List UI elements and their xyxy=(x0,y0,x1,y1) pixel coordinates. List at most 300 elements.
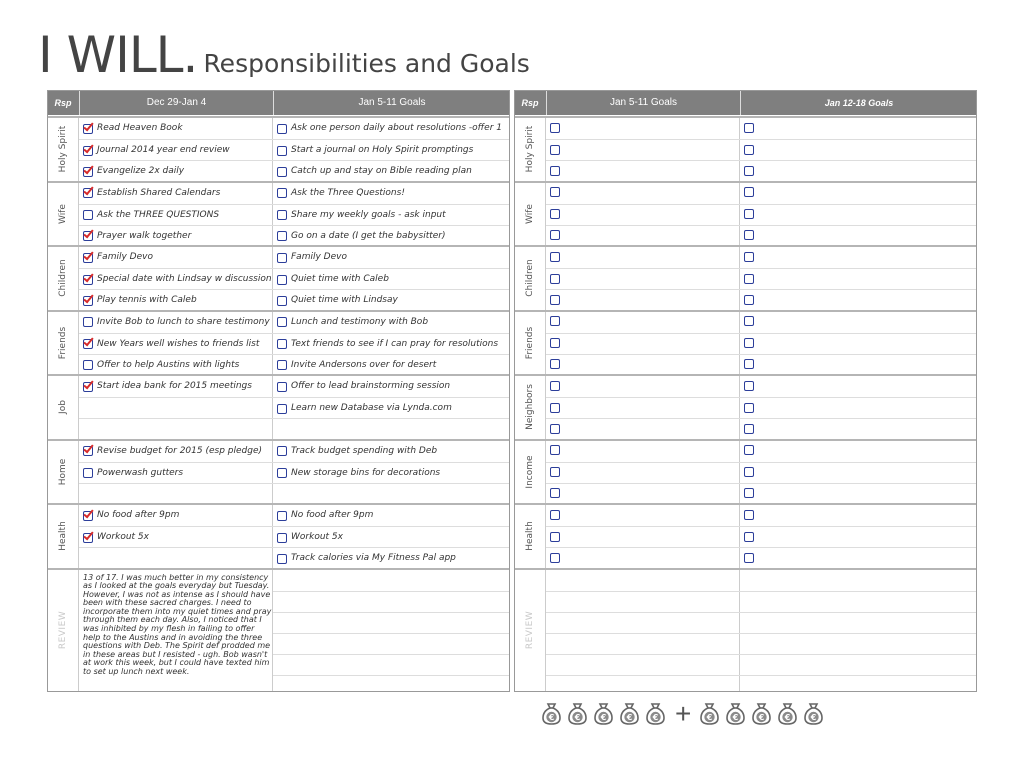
responsibility-label-text: Neighbors xyxy=(525,384,535,431)
goal-cell-week-1 xyxy=(79,441,273,462)
goal-row xyxy=(546,139,976,161)
goal-cell-week-1 xyxy=(79,269,273,290)
plus-sign: + xyxy=(675,698,692,729)
goal-cell-week-1 xyxy=(79,376,273,397)
goal-cell-week-2[interactable] xyxy=(546,419,740,440)
checkbox-icon[interactable] xyxy=(550,274,560,284)
checkbox-icon[interactable] xyxy=(277,360,287,370)
checkbox-icon[interactable] xyxy=(550,510,560,520)
responsibility-label xyxy=(515,376,546,439)
goal-text: Play tennis with Caleb xyxy=(97,295,197,305)
money-bag-icon xyxy=(802,702,825,726)
goal-cell-week-3[interactable] xyxy=(740,419,976,440)
goal-cell-week-2[interactable] xyxy=(546,118,740,139)
checkbox-icon[interactable] xyxy=(550,123,560,133)
checkbox-checked-icon[interactable] xyxy=(83,339,93,349)
checkbox-icon[interactable] xyxy=(277,231,287,241)
checkbox-icon[interactable] xyxy=(744,424,754,434)
goal-cell-week-2 xyxy=(273,527,509,548)
goal-cell-week-3[interactable] xyxy=(740,226,976,247)
goal-cell-week-3[interactable] xyxy=(740,118,976,139)
checkbox-icon[interactable] xyxy=(277,253,287,263)
checkbox-icon[interactable] xyxy=(550,166,560,176)
goal-cell-week-2[interactable] xyxy=(546,290,740,311)
responsibility-label-text: Income xyxy=(525,455,535,489)
checkbox-icon[interactable] xyxy=(550,145,560,155)
goal-cell-week-2 xyxy=(273,548,509,569)
goal-cell-week-3[interactable] xyxy=(740,312,976,333)
goal-text: Invite Bob to lunch to share testimony xyxy=(97,316,270,327)
goal-row xyxy=(546,505,976,526)
goal-cell-week-2 xyxy=(273,140,509,161)
review-column-divider xyxy=(739,570,740,692)
checkbox-icon[interactable] xyxy=(550,252,560,262)
checkbox-icon[interactable] xyxy=(83,360,93,370)
goal-row xyxy=(546,418,976,440)
goal-cell-week-3[interactable] xyxy=(740,334,976,355)
checkbox-icon[interactable] xyxy=(550,403,560,413)
goal-cell-week-1 xyxy=(79,183,273,204)
goal-cell-week-2 xyxy=(273,484,509,505)
responsibility-group xyxy=(48,374,509,439)
responsibility-group xyxy=(48,181,509,246)
checkbox-icon[interactable] xyxy=(550,424,560,434)
checkbox-icon[interactable] xyxy=(744,488,754,498)
checkbox-icon[interactable] xyxy=(83,210,93,220)
checkbox-icon[interactable] xyxy=(550,209,560,219)
responsibility-group xyxy=(515,116,976,181)
money-bag-icon xyxy=(540,702,563,726)
goal-cell-week-1 xyxy=(79,463,273,484)
checkbox-icon[interactable] xyxy=(744,209,754,219)
responsibility-label-text: Wife xyxy=(525,203,535,224)
checkbox-icon[interactable] xyxy=(744,145,754,155)
goal-cell-week-1 xyxy=(79,355,273,376)
responsibility-label-text: Health xyxy=(58,521,68,552)
goal-cell-week-2[interactable] xyxy=(546,140,740,161)
checkbox-checked-icon[interactable] xyxy=(83,511,93,521)
goal-text: Track budget spending with Deb xyxy=(291,445,438,456)
checkbox-icon[interactable] xyxy=(277,124,287,134)
svg-text:€: € xyxy=(707,713,713,722)
responsibility-group xyxy=(48,439,509,504)
money-bag-tally xyxy=(540,698,828,732)
responsibility-label xyxy=(48,247,79,310)
goal-row xyxy=(79,333,509,355)
checkbox-icon[interactable] xyxy=(550,230,560,240)
checkbox-checked-icon[interactable] xyxy=(83,382,93,392)
checkbox-checked-icon[interactable] xyxy=(83,124,93,134)
svg-text:€: € xyxy=(574,713,581,722)
checkbox-icon[interactable] xyxy=(744,532,754,542)
goal-row xyxy=(546,204,976,226)
goal-cell-week-3[interactable] xyxy=(740,463,976,484)
goal-row xyxy=(79,483,509,505)
goal-text: No food after 9pm xyxy=(97,510,180,520)
goal-cell-week-3[interactable] xyxy=(740,441,976,462)
goal-text: Workout 5x xyxy=(291,532,343,542)
goal-cell-week-2[interactable] xyxy=(546,269,740,290)
goal-row xyxy=(79,160,509,182)
left-table xyxy=(47,90,510,692)
checkbox-checked-icon[interactable] xyxy=(83,296,93,306)
goal-row xyxy=(546,354,976,376)
goal-text: Journal 2014 year end review xyxy=(97,145,230,155)
goal-cell-week-2 xyxy=(273,161,509,182)
money-bag-icon xyxy=(698,702,721,726)
goal-cell-week-3[interactable] xyxy=(740,527,976,548)
left-header-row xyxy=(48,91,509,115)
review-group xyxy=(515,568,976,692)
goal-row xyxy=(546,462,976,484)
checkbox-icon[interactable] xyxy=(550,553,560,563)
goal-cell-week-2[interactable] xyxy=(546,226,740,247)
goal-row xyxy=(79,526,509,548)
checkbox-icon[interactable] xyxy=(744,252,754,262)
goal-cell-week-2[interactable] xyxy=(546,527,740,548)
review-group xyxy=(48,568,509,692)
checkbox-icon[interactable] xyxy=(744,230,754,240)
goal-cell-week-1 xyxy=(79,161,273,182)
goal-cell-week-2 xyxy=(273,290,509,311)
checkbox-icon[interactable] xyxy=(550,359,560,369)
responsibility-group xyxy=(515,439,976,504)
checkbox-icon[interactable] xyxy=(277,554,287,564)
responsibility-label xyxy=(48,376,79,439)
goal-row xyxy=(79,441,509,462)
goal-cell-week-3[interactable] xyxy=(740,205,976,226)
checkbox-icon[interactable] xyxy=(277,446,287,456)
goal-cell-week-3[interactable] xyxy=(740,548,976,569)
goal-cell-week-2 xyxy=(273,226,509,247)
goal-cell-week-2[interactable] xyxy=(546,312,740,333)
goal-row xyxy=(79,376,509,397)
goal-row xyxy=(79,204,509,226)
review-area xyxy=(79,570,509,692)
goal-text: Revise budget for 2015 (esp pledge) xyxy=(97,445,263,456)
goal-row xyxy=(79,418,509,440)
goal-text: Evangelize 2x daily xyxy=(97,166,185,176)
checkbox-icon[interactable] xyxy=(744,295,754,305)
checkbox-icon[interactable] xyxy=(744,403,754,413)
goal-cell-week-2 xyxy=(273,334,509,355)
goal-cell-week-2[interactable] xyxy=(546,205,740,226)
checkbox-checked-icon[interactable] xyxy=(83,253,93,263)
money-bag-icon xyxy=(592,702,615,726)
checkbox-icon[interactable] xyxy=(744,166,754,176)
goal-row xyxy=(546,312,976,333)
responsibility-label xyxy=(48,183,79,246)
review-label-text: REVIEW xyxy=(58,611,68,650)
checkbox-icon[interactable] xyxy=(277,339,287,349)
goal-text: Offer to lead brainstorming session xyxy=(291,381,451,391)
svg-text:€: € xyxy=(600,713,607,722)
responsibility-label xyxy=(515,505,546,568)
checkbox-icon[interactable] xyxy=(744,274,754,284)
checkbox-checked-icon[interactable] xyxy=(83,188,93,198)
goal-cell-week-1 xyxy=(79,118,273,139)
goal-cell-week-1 xyxy=(79,140,273,161)
money-bag-icon xyxy=(566,702,589,726)
goal-cell-week-2 xyxy=(273,247,509,268)
responsibility-group xyxy=(48,310,509,375)
review-line xyxy=(546,612,976,613)
title-subtitle: Responsibilities and Goals xyxy=(203,49,530,78)
goal-cell-week-2[interactable] xyxy=(546,161,740,182)
checkbox-checked-icon[interactable] xyxy=(83,167,93,177)
svg-text:€: € xyxy=(548,713,555,722)
goal-text: Start a journal on Holy Spirit promptings xyxy=(291,145,474,155)
goal-row xyxy=(546,268,976,290)
goal-cell-week-2 xyxy=(273,398,509,419)
goal-text: Start idea bank for 2015 meetings xyxy=(97,381,252,391)
review-line xyxy=(273,633,509,634)
responsibility-group xyxy=(48,116,509,181)
goal-text: Workout 5x xyxy=(97,532,149,542)
goal-row xyxy=(79,118,509,139)
checkbox-checked-icon[interactable] xyxy=(83,446,93,456)
goal-row xyxy=(79,354,509,376)
goal-cell-week-3[interactable] xyxy=(740,269,976,290)
goal-text: Special date with Lindsay w discussion xyxy=(97,274,272,284)
goal-row xyxy=(79,225,509,247)
responsibility-group xyxy=(48,503,509,568)
goal-text: Invite Andersons over for desert xyxy=(291,359,437,370)
checkbox-icon[interactable] xyxy=(744,123,754,133)
checkbox-icon[interactable] xyxy=(550,187,560,197)
checkbox-icon[interactable] xyxy=(277,167,287,177)
review-area xyxy=(546,570,976,692)
svg-text:€: € xyxy=(811,713,817,722)
svg-text:€: € xyxy=(785,713,791,722)
goal-row xyxy=(79,312,509,333)
goal-cell-week-2 xyxy=(273,505,509,526)
goal-cell-week-3[interactable] xyxy=(740,247,976,268)
right-table xyxy=(514,90,977,692)
responsibility-label-text: Friends xyxy=(58,326,68,359)
checkbox-icon[interactable] xyxy=(277,317,287,327)
goal-cell-week-2[interactable] xyxy=(546,441,740,462)
review-line xyxy=(273,675,509,676)
checkbox-icon[interactable] xyxy=(277,146,287,156)
checkbox-icon[interactable] xyxy=(744,338,754,348)
checkbox-icon[interactable] xyxy=(550,381,560,391)
goal-row xyxy=(79,289,509,311)
checkbox-icon[interactable] xyxy=(744,381,754,391)
goal-text: Prayer walk together xyxy=(97,230,192,241)
responsibility-label xyxy=(48,505,79,568)
money-bag-icon xyxy=(776,702,799,726)
responsibility-label-text: Home xyxy=(58,458,68,486)
header-week-3: Jan 12-18 Goals xyxy=(740,91,977,115)
goal-cell-week-2[interactable] xyxy=(546,183,740,204)
responsibility-label xyxy=(515,118,546,181)
goal-text: Ask one person daily about resolutions -offer 1 xyxy=(291,123,502,133)
goal-row xyxy=(546,247,976,268)
review-line xyxy=(546,633,976,634)
goal-cell-week-1 xyxy=(79,419,273,440)
goal-text: New Years well wishes to friends list xyxy=(97,338,260,349)
responsibility-group xyxy=(515,245,976,310)
checkbox-checked-icon[interactable] xyxy=(83,533,93,543)
money-bag-icon xyxy=(724,702,747,726)
goal-cell-week-2[interactable] xyxy=(546,484,740,505)
goal-cell-week-3[interactable] xyxy=(740,183,976,204)
checkbox-checked-icon[interactable] xyxy=(83,231,93,241)
checkbox-icon[interactable] xyxy=(277,296,287,306)
goal-text: Catch up and stay on Bible reading plan xyxy=(291,166,472,176)
review-line xyxy=(546,654,976,655)
checkbox-checked-icon[interactable] xyxy=(83,275,93,285)
responsibility-label xyxy=(515,441,546,504)
checkbox-icon[interactable] xyxy=(277,468,287,478)
review-line xyxy=(273,654,509,655)
goal-cell-week-3[interactable] xyxy=(740,376,976,397)
goal-row xyxy=(79,547,509,569)
goal-text: Quiet time with Caleb xyxy=(291,274,389,284)
goal-cell-week-3[interactable] xyxy=(740,505,976,526)
checkbox-icon[interactable] xyxy=(550,467,560,477)
goal-row xyxy=(546,397,976,419)
review-line xyxy=(273,612,509,613)
goal-text: Share my weekly goals - ask input xyxy=(291,209,446,220)
goal-row xyxy=(79,268,509,290)
goal-row xyxy=(79,183,509,204)
goal-row xyxy=(546,376,976,397)
goal-cell-week-1 xyxy=(79,484,273,505)
checkbox-icon[interactable] xyxy=(550,445,560,455)
goal-row xyxy=(546,547,976,569)
goal-cell-week-2 xyxy=(273,376,509,397)
checkbox-icon[interactable] xyxy=(277,275,287,285)
responsibility-label-text: Children xyxy=(525,259,535,297)
goal-text: New storage bins for decorations xyxy=(291,467,441,478)
svg-text:€: € xyxy=(733,713,739,722)
goal-cell-week-2[interactable] xyxy=(546,548,740,569)
checkbox-checked-icon[interactable] xyxy=(83,146,93,156)
money-bag-icon xyxy=(618,702,641,726)
checkbox-icon[interactable] xyxy=(277,210,287,220)
checkbox-icon[interactable] xyxy=(744,316,754,326)
goal-row xyxy=(546,225,976,247)
header-week-2: Jan 5-11 Goals xyxy=(546,91,740,115)
goal-cell-week-1 xyxy=(79,398,273,419)
goal-cell-week-2[interactable] xyxy=(546,505,740,526)
goal-cell-week-2[interactable] xyxy=(546,355,740,376)
checkbox-icon[interactable] xyxy=(744,467,754,477)
responsibility-group xyxy=(515,181,976,246)
goal-cell-week-1 xyxy=(79,334,273,355)
goal-cell-week-2[interactable] xyxy=(546,398,740,419)
goal-row xyxy=(546,526,976,548)
goal-cell-week-2 xyxy=(273,118,509,139)
money-bag-icon xyxy=(644,702,667,726)
checkbox-icon[interactable] xyxy=(550,338,560,348)
goal-text: Offer to help Austins with lights xyxy=(97,359,240,370)
header-week-2: Jan 5-11 Goals xyxy=(273,91,510,115)
goal-cell-week-1 xyxy=(79,312,273,333)
checkbox-icon[interactable] xyxy=(744,445,754,455)
responsibility-group xyxy=(515,503,976,568)
svg-text:€: € xyxy=(652,713,659,722)
checkbox-icon[interactable] xyxy=(550,532,560,542)
goal-cell-week-2[interactable] xyxy=(546,334,740,355)
responsibility-label-text: Holy Spirit xyxy=(58,125,68,173)
responsibility-label xyxy=(48,441,79,504)
goal-cell-week-2 xyxy=(273,463,509,484)
goal-text: Text friends to see if I can pray for resolutions xyxy=(291,338,499,349)
responsibility-label-text: Children xyxy=(58,259,68,297)
goal-text: Ask the THREE QUESTIONS xyxy=(97,209,220,220)
checkbox-icon[interactable] xyxy=(277,188,287,198)
checkbox-icon[interactable] xyxy=(744,359,754,369)
goal-text: No food after 9pm xyxy=(291,510,374,520)
right-header-row xyxy=(515,91,976,115)
goal-text: Ask the Three Questions! xyxy=(291,187,405,198)
goal-cell-week-3[interactable] xyxy=(740,398,976,419)
goal-text: Go on a date (I get the babysitter) xyxy=(291,230,446,241)
review-line xyxy=(546,591,976,592)
goal-text: Learn new Database via Lynda.com xyxy=(291,403,452,413)
goal-cell-week-1 xyxy=(79,205,273,226)
checkbox-icon[interactable] xyxy=(550,488,560,498)
checkbox-icon[interactable] xyxy=(744,553,754,563)
checkbox-icon[interactable] xyxy=(83,317,93,327)
goal-cell-week-3[interactable] xyxy=(740,355,976,376)
goal-cell-week-2 xyxy=(273,269,509,290)
goal-cell-week-2[interactable] xyxy=(546,247,740,268)
review-notes[interactable]: 13 of 17. I was much better in my consistency as I looked at the goals everyday but Tuesday. However, I was not as intense as I should have been with these sacred charges. I need to incorporate them into my quiet times and pray through them each day. Also, I noticed that I was inhibited by my flesh in failing to offer help to the Austins and in avoiding the three questions with Deb. The Spirit def prodded me in these areas but I resisted - ugh. Bob wasn't at work this week, but I could have texted him to set up lunch next week. xyxy=(83,572,272,677)
goal-cell-week-3[interactable] xyxy=(740,161,976,182)
goal-text: Family Devo xyxy=(97,252,153,262)
goal-cell-week-1 xyxy=(79,247,273,268)
review-column-week-2[interactable] xyxy=(272,570,509,692)
checkbox-icon[interactable] xyxy=(744,187,754,197)
checkbox-icon[interactable] xyxy=(277,404,287,414)
goal-row xyxy=(79,397,509,419)
goal-cell-week-1 xyxy=(79,226,273,247)
review-label-text: REVIEW xyxy=(525,611,535,650)
goal-cell-week-2 xyxy=(273,312,509,333)
responsibility-label-text: Job xyxy=(58,400,68,415)
header-rsp: Rsp xyxy=(521,98,539,108)
checkbox-icon[interactable] xyxy=(550,316,560,326)
responsibility-label xyxy=(48,312,79,375)
goal-cell-week-2[interactable] xyxy=(546,463,740,484)
checkbox-icon[interactable] xyxy=(744,510,754,520)
header-rsp: Rsp xyxy=(54,98,72,108)
goal-cell-week-1 xyxy=(79,527,273,548)
goal-cell-week-3[interactable] xyxy=(740,484,976,505)
review-line xyxy=(273,591,509,592)
goal-cell-week-2 xyxy=(273,355,509,376)
goal-row xyxy=(79,505,509,526)
review-line xyxy=(546,675,976,676)
responsibility-label-text: Wife xyxy=(58,203,68,224)
page-title xyxy=(38,26,530,86)
checkbox-icon[interactable] xyxy=(550,295,560,305)
goal-cell-week-3[interactable] xyxy=(740,290,976,311)
checkbox-icon[interactable] xyxy=(277,382,287,392)
checkbox-icon[interactable] xyxy=(277,533,287,543)
goal-cell-week-3[interactable] xyxy=(740,140,976,161)
checkbox-icon[interactable] xyxy=(83,468,93,478)
review-label xyxy=(515,570,546,692)
goal-text: Track calories via My Fitness Pal app xyxy=(291,553,456,563)
checkbox-icon[interactable] xyxy=(277,511,287,521)
goal-cell-week-2[interactable] xyxy=(546,376,740,397)
goal-row xyxy=(546,483,976,505)
